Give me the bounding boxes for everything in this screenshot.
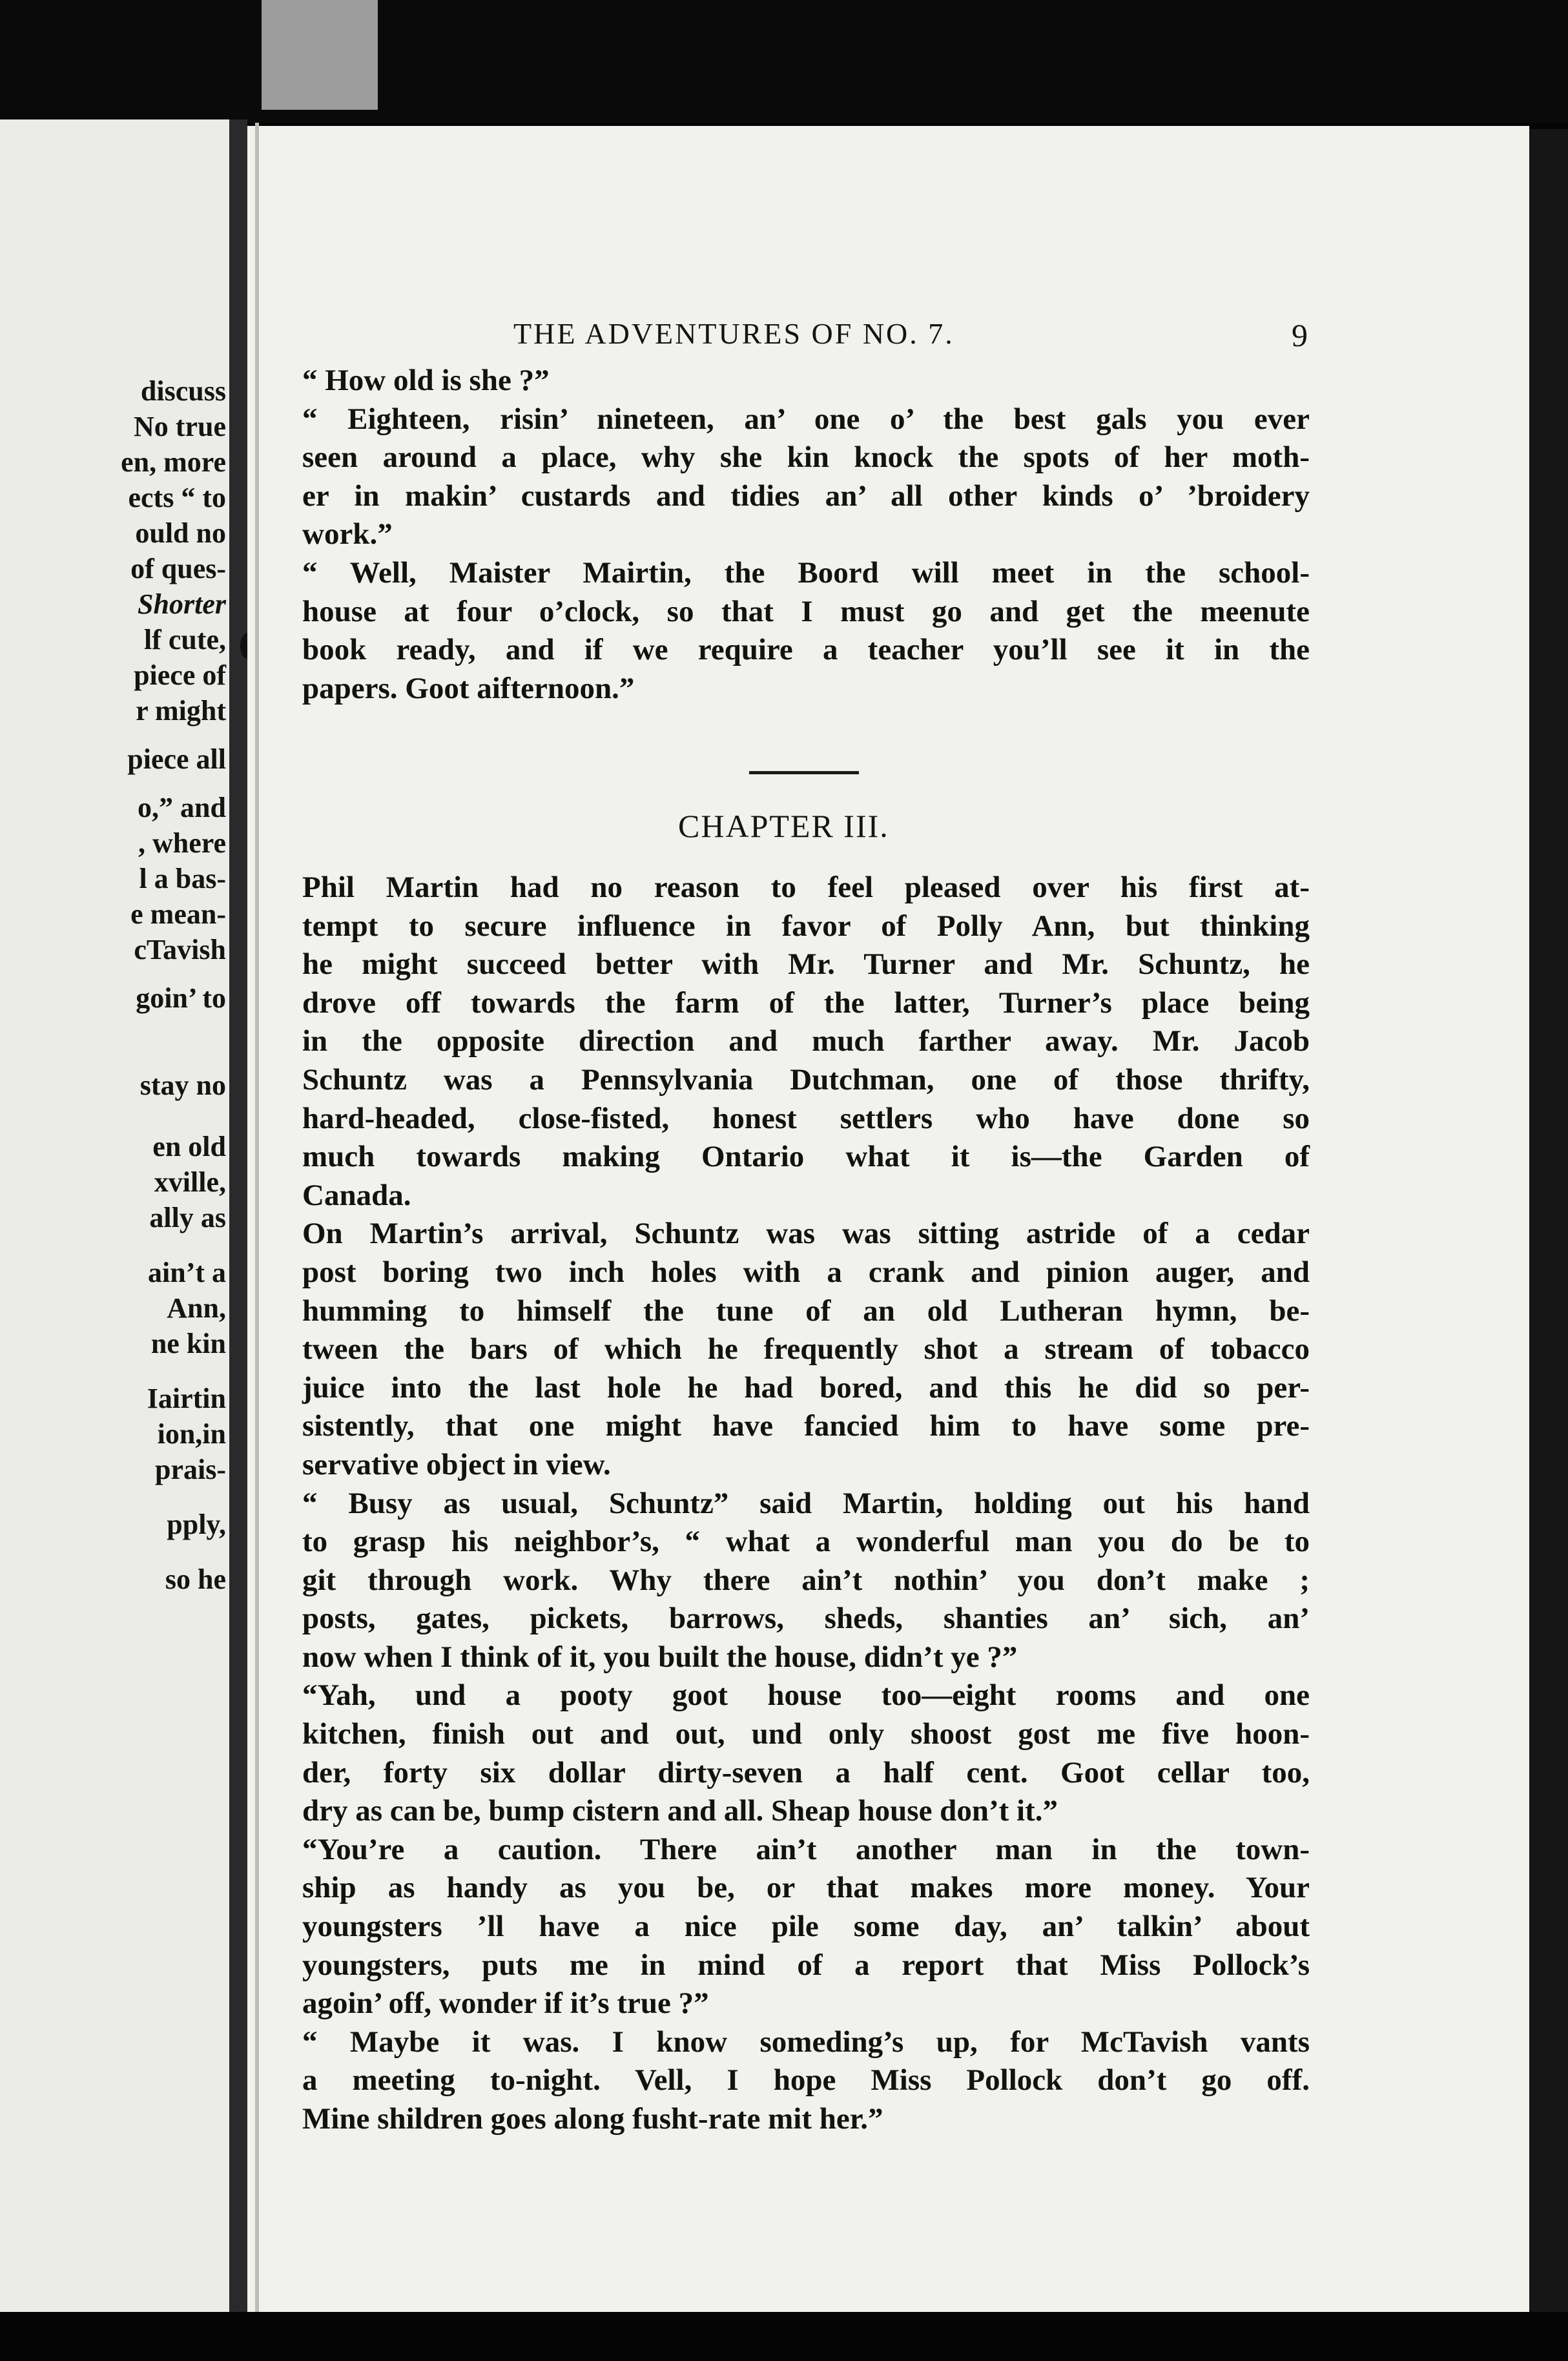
text-line: much towards making Ontario what it is—the Garden of [302, 1140, 1310, 1174]
left-page-line: prais- [155, 1454, 226, 1485]
left-page-line: ally as [149, 1202, 226, 1233]
text-line: sistently, that one might have fancied him to have some pre- [302, 1409, 1310, 1443]
text-line: “ Busy as usual, Schuntz” said Martin, holding out his hand [302, 1486, 1310, 1520]
text-line: Canada. [302, 1178, 411, 1212]
left-page-line: No true [134, 411, 226, 442]
left-page-line: en old [152, 1131, 226, 1162]
text-line: “ Well, Maister Mairtin, the Boord will meet in the school- [302, 555, 1310, 590]
page-fold [255, 123, 259, 2312]
text-line: post boring two inch holes with a crank and pinion auger, and [302, 1255, 1310, 1289]
text-line: a meeting to-night. Vell, I hope Miss Pollock don’t go off. [302, 2063, 1310, 2098]
left-page-line: ain’t a [148, 1257, 226, 1288]
text-line: house at four o’clock, so that I must go and get the meenute [302, 594, 1310, 628]
text-line: Phil Martin had no reason to feel pleased over his first at- [302, 871, 1310, 904]
page-gutter [229, 119, 247, 2312]
left-page-line: ould no [135, 517, 226, 549]
left-page-line: piece of [134, 659, 226, 691]
text-line: Schuntz was a Pennsylvania Dutchman, one of those thrifty, [302, 1062, 1310, 1097]
left-page-line: stay no [139, 1069, 226, 1101]
text-line: book ready, and if we require a teacher you’ll see it in the [302, 633, 1310, 667]
text-line: “ How old is she ?” [302, 364, 550, 397]
left-page-line: o,” and [138, 792, 226, 823]
left-page-line: goin’ to [136, 982, 226, 1014]
left-page-line: r might [136, 695, 226, 727]
text-line: work.” [302, 517, 393, 552]
left-page-line: Ann, [167, 1292, 226, 1324]
scan-bottom-border [0, 2312, 1568, 2361]
text-line: in the opposite direction and much farther away. Mr. Jacob [302, 1024, 1310, 1058]
text-line: agoin’ off, wonder if it’s true ?” [302, 1986, 709, 2021]
left-page-line: cTavish [134, 934, 226, 965]
scan-gutter-gap [262, 0, 378, 110]
left-page-line: lf cute, [143, 624, 226, 655]
text-line: humming to himself the tune of an old Lutheran hymn, be- [302, 1294, 1310, 1328]
scan-top-border [0, 0, 1568, 123]
chapter-title: CHAPTER III. [678, 808, 889, 844]
dialogue-block [302, 362, 1310, 708]
text-line: to grasp his neighbor’s, “ what a wonderful man you do be to [302, 1525, 1310, 1559]
text-line: youngsters, puts me in mind of a report that Miss Pollock’s [302, 1948, 1310, 1982]
page-number: 9 [1292, 317, 1308, 353]
text-line: he might succeed better with Mr. Turner and Mr. Schuntz, he [302, 947, 1310, 982]
text-line: now when I think of it, you built the house, didn’t ye ?” [302, 1640, 1018, 1674]
left-page-line: ion,in [157, 1418, 226, 1450]
text-line: dry as can be, bump cistern and all. Sheap house don’t it.” [302, 1794, 1058, 1828]
left-page-line: e mean- [130, 898, 226, 930]
left-page-line: pply, [167, 1509, 226, 1540]
left-page-line: piece all [127, 743, 226, 775]
text-line: der, forty six dollar dirty-seven a half cent. Goot cellar too, [302, 1755, 1310, 1789]
text-line: posts, gates, pickets, barrows, sheds, shanties an’ sich, an’ [302, 1602, 1310, 1636]
text-line: git through work. Why there ain’t nothin’ you don’t make ; [302, 1563, 1310, 1597]
text-line: On Martin’s arrival, Schuntz was was sitting astride of a cedar [302, 1217, 1310, 1251]
text-line: seen around a place, why she kin knock the spots of her moth- [302, 440, 1310, 475]
left-page-line: l a bas- [139, 863, 226, 894]
left-page-line: ects “ to [128, 482, 226, 513]
left-page-line: so he [165, 1563, 226, 1595]
left-page-line: en, more [121, 446, 226, 478]
text-line: drove off towards the farm of the latter, Turner’s place being [302, 985, 1310, 1020]
text-line: “ Eighteen, risin’ nineteen, an’ one o’ the best gals you ever [302, 402, 1310, 436]
text-line: juice into the last hole he had bored, and this he did so per- [302, 1370, 1310, 1405]
left-page-line: , where [138, 827, 226, 859]
text-line: papers. Goot aifternoon.” [302, 671, 635, 705]
text-line: hard-headed, close-fisted, honest settlers who have done so [302, 1101, 1310, 1135]
left-page-line: xville, [154, 1166, 226, 1198]
text-line: ship as handy as you be, or that makes more money. Your [302, 1871, 1310, 1905]
text-line: youngsters ’ll have a nice pile some day, an’ talkin’ about [302, 1910, 1310, 1944]
text-line: kitchen, finish out and out, und only shoost gost me five hoon- [302, 1717, 1310, 1751]
text-line: er in makin’ custards and tidies an’ all other kinds o’ ’broidery [302, 479, 1310, 513]
text-line: tween the bars of which he frequently shot a stream of tobacco [302, 1332, 1310, 1366]
left-page-line: discuss [140, 375, 226, 407]
chapter-body [302, 869, 1310, 2139]
left-page-line: ne kin [150, 1328, 226, 1359]
text-line: “Yah, und a pooty goot house too—eight rooms and one [302, 1678, 1310, 1713]
text-line: “ Maybe it was. I know someding’s up, for McTavish vants [302, 2025, 1310, 2059]
text-line: tempt to secure influence in favor of Polly Ann, but thinking [302, 909, 1310, 943]
left-page-fragment [0, 119, 245, 2312]
left-page-text [0, 119, 232, 2312]
left-page-line: of ques- [130, 553, 226, 584]
section-divider [749, 771, 859, 774]
left-page-line: Iairtin [147, 1383, 226, 1414]
text-line: servative object in view. [302, 1447, 611, 1481]
left-page-line: Shorter [138, 588, 226, 620]
text-line: “You’re a caution. There ain’t another man in the town- [302, 1832, 1310, 1866]
running-head: THE ADVENTURES OF NO. 7. [513, 317, 954, 350]
scan-right-border [1529, 129, 1568, 2312]
text-line: Mine shildren goes along fusht-rate mit her.” [302, 2102, 883, 2136]
